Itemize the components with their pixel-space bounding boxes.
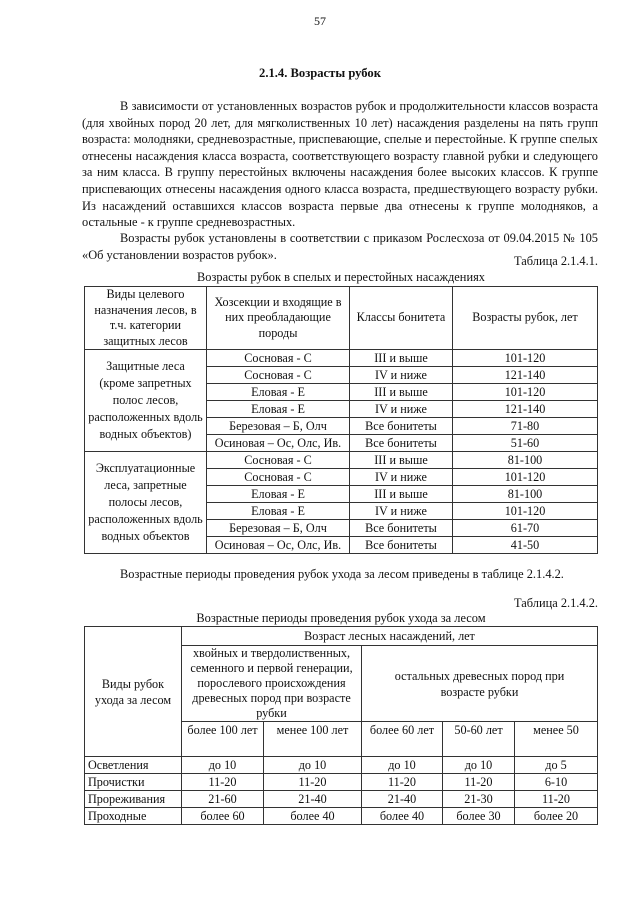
column-header: Хозсекции и входящие в них преобладающие породы (207, 287, 350, 350)
site-class-cell: III и выше (350, 486, 453, 503)
site-class-cell: IV и ниже (350, 469, 453, 486)
species-section-cell: Сосновая - С (207, 350, 350, 367)
species-section-cell: Осиновая – Ос, Олс, Ив. (207, 435, 350, 452)
paragraph-table2-reference: Возрастные периоды проведения рубок ухода за лесом приведены в таблице 2.1.4.2. (120, 567, 564, 581)
column-header: Виды рубок ухода за лесом (85, 627, 182, 757)
forest-purpose-cell: Эксплуатационные леса, запретные полосы лесов, расположенных вдоль водных объектов (85, 452, 207, 554)
age-range-cell: 11-20 (264, 774, 362, 791)
section-title: 2.1.4. Возрасты рубок (259, 66, 381, 80)
column-header: Виды целевого назначения лесов, в т.ч. категории защитных лесов (85, 287, 207, 350)
cutting-age-cell: 51-60 (453, 435, 598, 452)
cutting-age-cell: 41-50 (453, 537, 598, 554)
species-section-cell: Сосновая - С (207, 469, 350, 486)
cutting-age-cell: 101-120 (453, 503, 598, 520)
species-section-cell: Еловая - Е (207, 503, 350, 520)
age-range-cell: 11-20 (362, 774, 443, 791)
age-range-cell: 6-10 (515, 774, 598, 791)
age-range-cell: 21-60 (182, 791, 264, 808)
column-group-header: остальных древесных пород при возрасте рубки (362, 646, 598, 722)
age-range-cell: 21-40 (264, 791, 362, 808)
table-row (85, 452, 598, 469)
species-section-cell: Березовая – Б, Олч (207, 520, 350, 537)
thinning-type-cell: Проходные (85, 808, 182, 825)
page-number: 57 (314, 14, 326, 28)
species-section-cell: Сосновая - С (207, 367, 350, 384)
species-section-cell: Сосновая - С (207, 452, 350, 469)
table-header-row (85, 287, 598, 350)
age-range-cell: до 10 (182, 757, 264, 774)
species-section-cell: Березовая – Б, Олч (207, 418, 350, 435)
age-range-cell: 21-40 (362, 791, 443, 808)
table-row (85, 757, 598, 774)
site-class-cell: IV и ниже (350, 367, 453, 384)
age-range-cell: более 60 (182, 808, 264, 825)
site-class-cell: Все бонитеты (350, 418, 453, 435)
table-row (85, 791, 598, 808)
site-class-cell: IV и ниже (350, 401, 453, 418)
cutting-age-cell: 81-100 (453, 452, 598, 469)
table2-caption: Возрастные периоды проведения рубок ухода за лесом (196, 611, 486, 625)
site-class-cell: III и выше (350, 452, 453, 469)
site-class-cell: III и выше (350, 384, 453, 401)
age-range-cell: 11-20 (182, 774, 264, 791)
table-header-row (85, 627, 598, 646)
column-subheader: более 60 лет (362, 722, 443, 757)
forest-purpose-cell: Защитные леса (кроме запретных полос лесов, расположенных вдоль водных объектов) (85, 350, 207, 452)
paragraph-age-groups: В зависимости от установленных возрастов рубок и продолжительности классов возраста (для хвойных пород 20 лет, для мягколиственных 10 лет) насаждения разделены на пять групп возраста: молодняки, средневозрастные, приспевающие, спелые и перестойные. К группе спелых отнесены насаждения класса возраста, соответствующего возрасту главной рубки и следующего за ним класса. В группу перестойных включены насаждения более высоких классов. К группе приспевающих отнесены насаждения одного класса возраста, предшествующего возрасту рубки. Из насаждений оставшихся классов возраста первые два отнесены к группе молодняков, а остальные - к группе средневозрастных. (82, 99, 598, 230)
column-subheader: 50-60 лет (443, 722, 515, 757)
age-range-cell: более 40 (362, 808, 443, 825)
cutting-age-cell: 121-140 (453, 401, 598, 418)
cutting-age-cell: 121-140 (453, 367, 598, 384)
age-range-cell: до 5 (515, 757, 598, 774)
column-header: Возрасты рубок, лет (453, 287, 598, 350)
column-subheader: более 100 лет (182, 722, 264, 757)
column-subheader: менее 100 лет (264, 722, 362, 757)
age-range-cell: 11-20 (515, 791, 598, 808)
species-section-cell: Еловая - Е (207, 401, 350, 418)
age-range-cell: 11-20 (443, 774, 515, 791)
site-class-cell: IV и ниже (350, 503, 453, 520)
age-range-cell: более 20 (515, 808, 598, 825)
column-header: Возраст лесных насаждений, лет (182, 627, 598, 646)
age-range-cell: 21-30 (443, 791, 515, 808)
age-range-cell: более 40 (264, 808, 362, 825)
table2-label: Таблица 2.1.4.2. (514, 596, 598, 610)
thinning-type-cell: Осветления (85, 757, 182, 774)
age-range-cell: до 10 (443, 757, 515, 774)
site-class-cell: Все бонитеты (350, 435, 453, 452)
paragraph-order-reference: Возрасты рубок установлены в соответствии с приказом Рослесхоза от 09.04.2015 № 105 «Об установлении возрастов рубок». (82, 231, 598, 262)
cutting-age-cell: 61-70 (453, 520, 598, 537)
cutting-age-cell: 101-120 (453, 350, 598, 367)
age-range-cell: до 10 (264, 757, 362, 774)
age-range-cell: более 30 (443, 808, 515, 825)
table1-caption: Возрасты рубок в спелых и перестойных насаждениях (197, 270, 485, 284)
table-thinning-periods (84, 626, 598, 825)
thinning-type-cell: Прочистки (85, 774, 182, 791)
cutting-age-cell: 101-120 (453, 384, 598, 401)
column-header: Классы бонитета (350, 287, 453, 350)
species-section-cell: Осиновая – Ос, Олс, Ив. (207, 537, 350, 554)
table-cutting-ages (84, 286, 598, 554)
species-section-cell: Еловая - Е (207, 384, 350, 401)
site-class-cell: Все бонитеты (350, 537, 453, 554)
species-section-cell: Еловая - Е (207, 486, 350, 503)
site-class-cell: Все бонитеты (350, 520, 453, 537)
site-class-cell: III и выше (350, 350, 453, 367)
cutting-age-cell: 101-120 (453, 469, 598, 486)
cutting-age-cell: 81-100 (453, 486, 598, 503)
table1-label: Таблица 2.1.4.1. (514, 254, 598, 268)
column-group-header: хвойных и твердолиственных, семенного и первой генерации, порослевого происхождения древесных пород при возрасте рубки (182, 646, 362, 722)
table-row (85, 774, 598, 791)
cutting-age-cell: 71-80 (453, 418, 598, 435)
table-row (85, 350, 598, 367)
table-row (85, 808, 598, 825)
age-range-cell: до 10 (362, 757, 443, 774)
column-subheader: менее 50 (515, 722, 598, 757)
thinning-type-cell: Прореживания (85, 791, 182, 808)
